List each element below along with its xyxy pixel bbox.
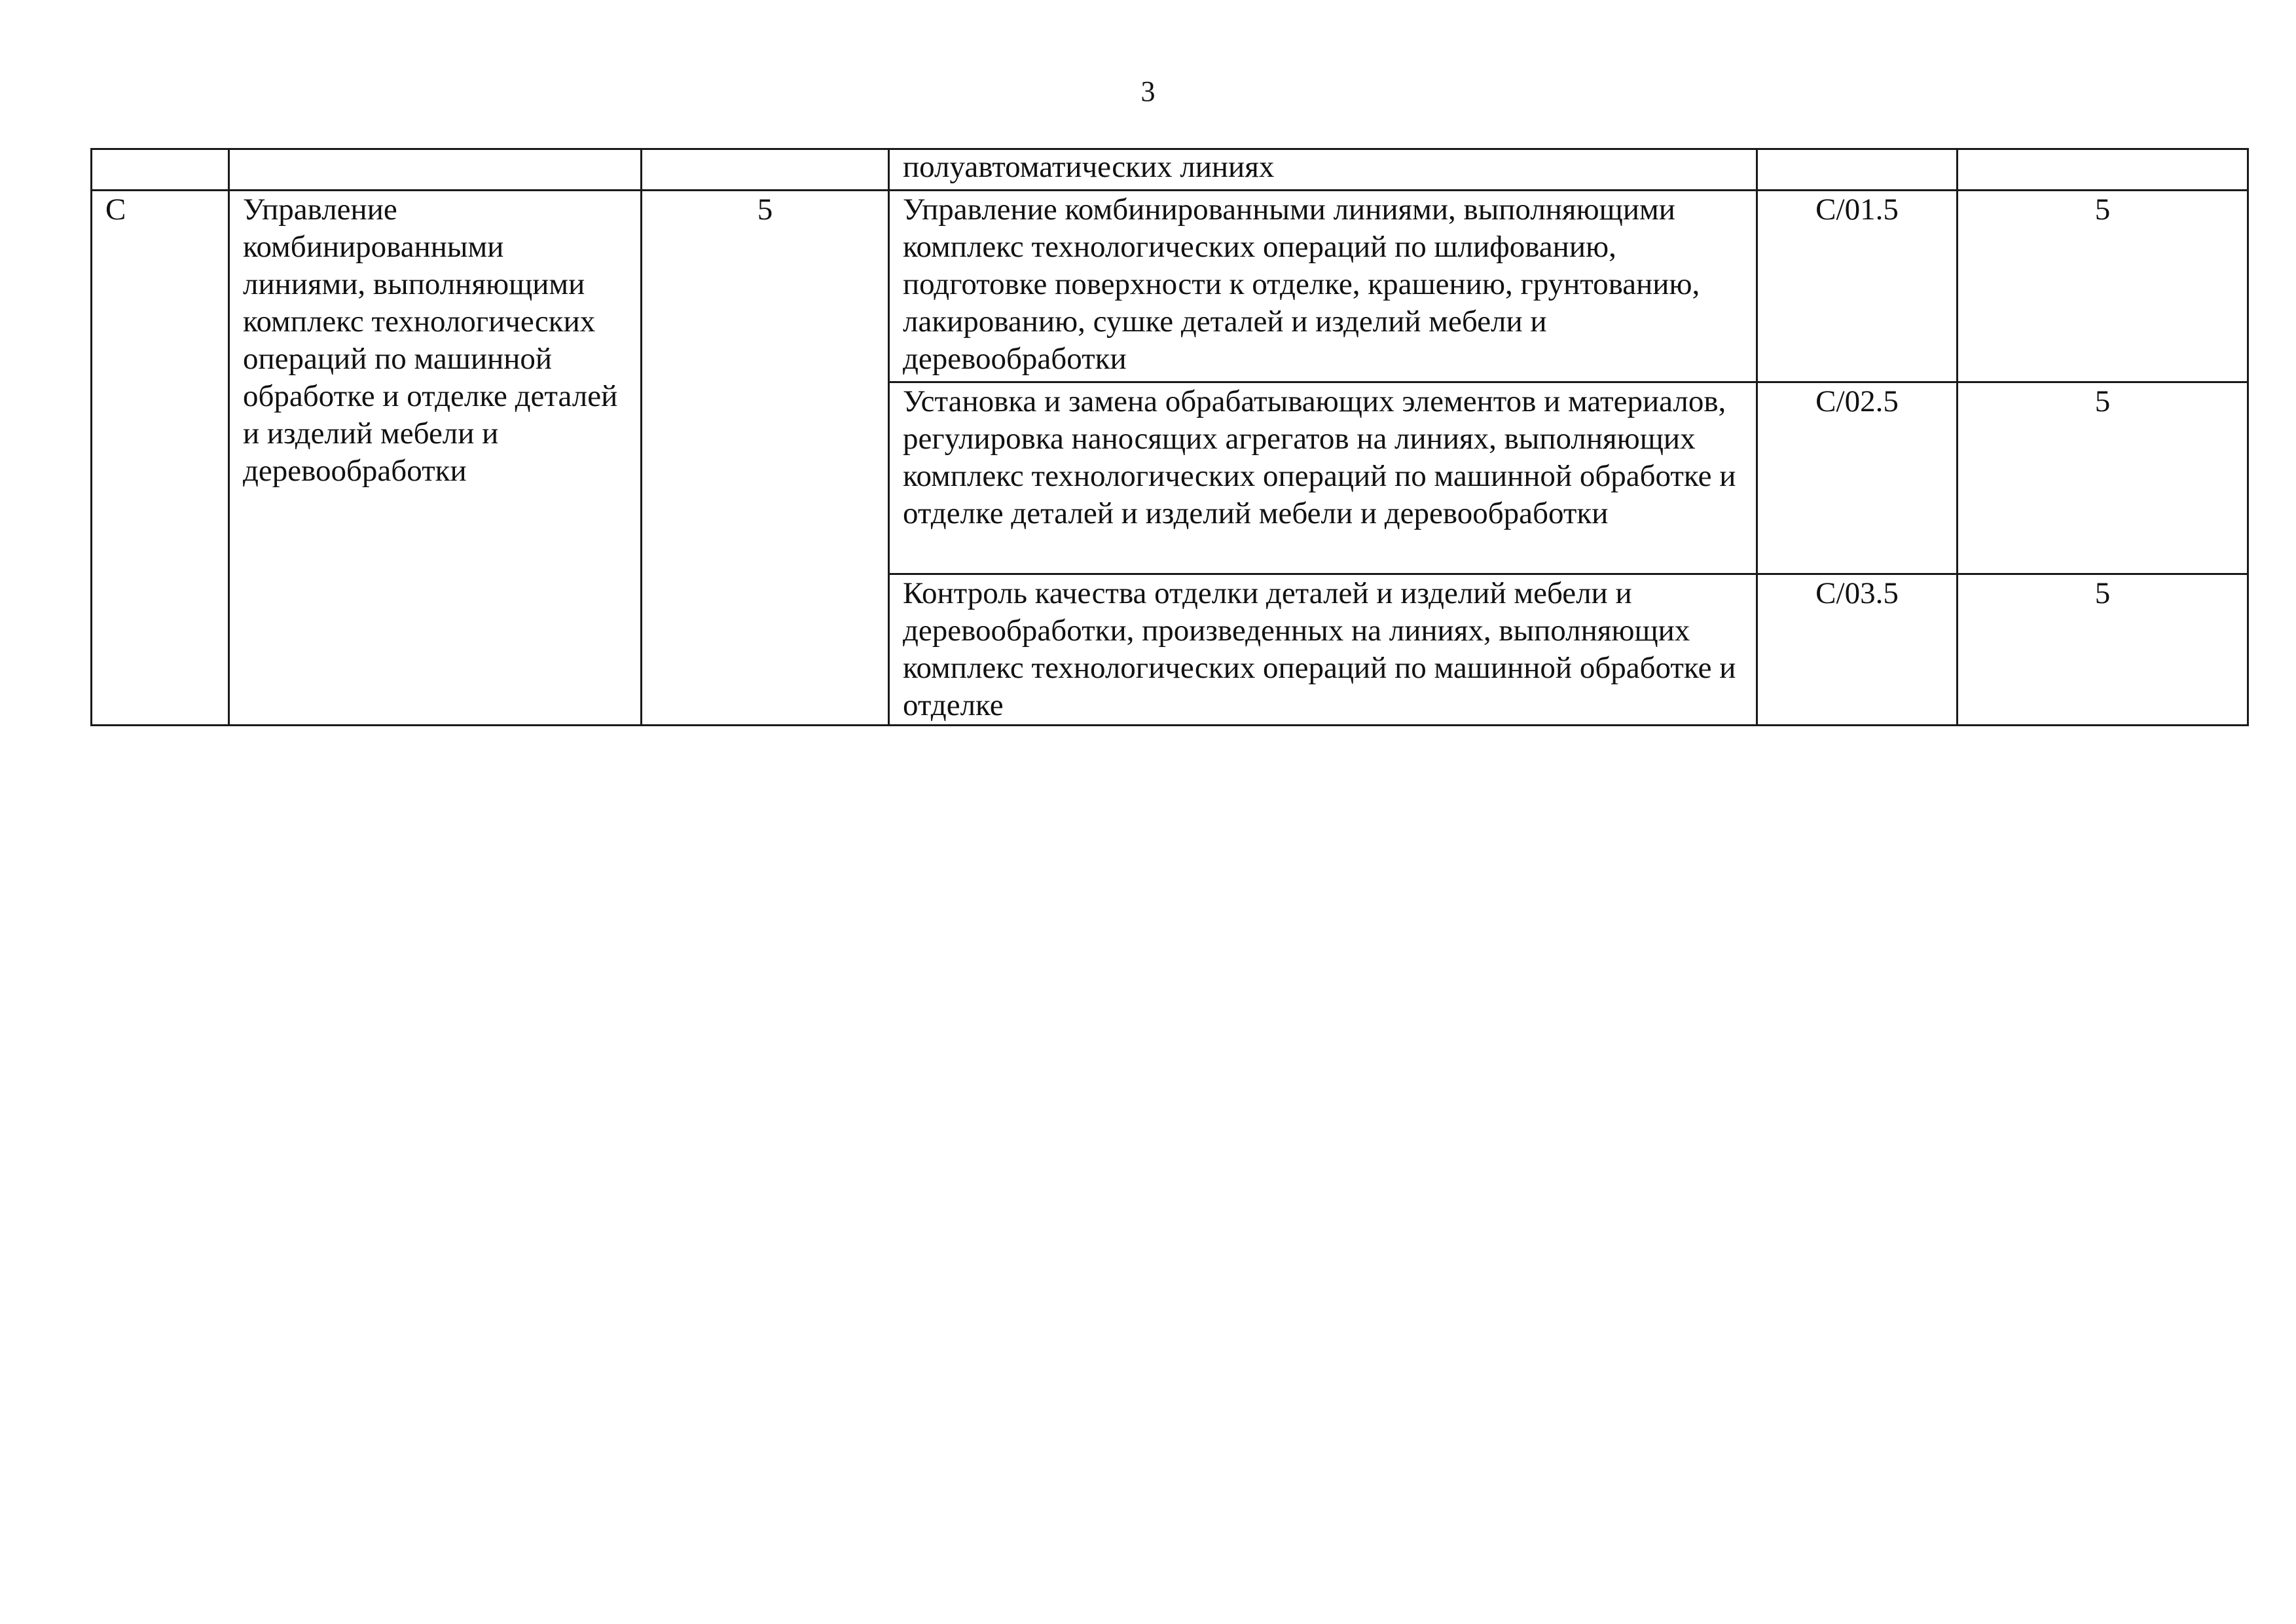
generalized-function-code-cell [92, 149, 229, 191]
labor-function-level: 5 [1958, 191, 2248, 382]
labor-functions-table [90, 148, 2249, 726]
generalized-function-code: C [92, 191, 229, 726]
table-row [92, 191, 2248, 382]
page-number: 3 [1140, 75, 1156, 107]
labor-function-name: Контроль качества отделки деталей и изделий мебели и деревообработки, произведенных на линиях, выполняющих комплекс технологических операций по машинной обработке и отделке [889, 574, 1757, 726]
labor-function-level: 5 [1958, 574, 2248, 726]
continuation-row [92, 149, 2248, 191]
generalized-function-name: Управление комбинированными линиями, выполняющими комплекс технологических операций по машинной обработке и отделке деталей и изделий мебели и деревообработки [229, 191, 642, 726]
sublevel-cell [1958, 149, 2248, 191]
labor-function-code: C/01.5 [1757, 191, 1958, 382]
labor-function-name: Установка и замена обрабатывающих элементов и материалов, регулировка наносящих агрегатов на линиях, выполняющих комплекс технологических операций по машинной обработке и отделке деталей и изделий мебели и деревообработки [889, 382, 1757, 574]
labor-function-code-cell [1757, 149, 1958, 191]
qualification-level-cell [642, 149, 889, 191]
labor-function-level: 5 [1958, 382, 2248, 574]
generalized-function-name-cell [229, 149, 642, 191]
qualification-level: 5 [642, 191, 889, 726]
labor-function-code: C/02.5 [1757, 382, 1958, 574]
labor-function-name: Управление комбинированными линиями, выполняющими комплекс технологических операций по шлифованию, подготовке поверхности к отделке, крашению, грунтованию, лакированию, сушке деталей и изделий мебели и деревообработки [889, 191, 1757, 382]
labor-function-name-cell: полуавтоматических линиях [889, 149, 1757, 191]
labor-function-code: C/03.5 [1757, 574, 1958, 726]
